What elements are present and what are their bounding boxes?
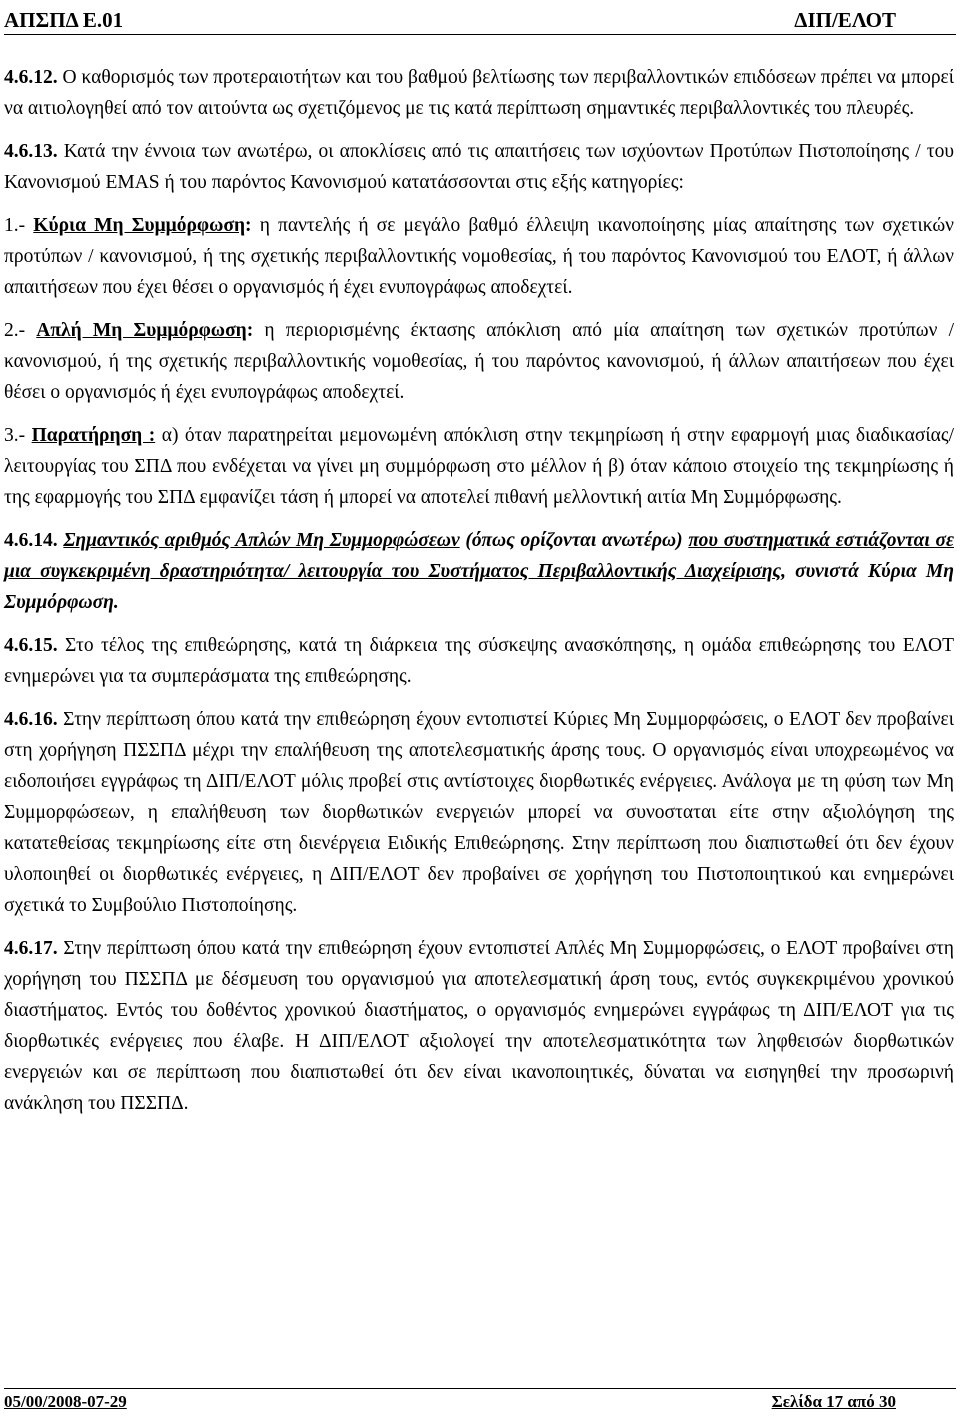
paragraph-4-6-13 bbox=[4, 136, 954, 198]
paragraph-4-6-15 bbox=[4, 630, 954, 692]
category-term: Κύρια Μη Συμμόρφωση bbox=[33, 215, 246, 236]
category-text: η περιορισμένης έκτασης απόκλιση από μία απαίτηση των σχετικών προτύπων / κανονισμού, ή της σχετικής περιβαλλοντικής νομοθεσίας, ή του παρόντος κανονισμού, ή άλλων απαιτήσεων που έχει θέσει ο οργανισμός ή έχει ενυπογράφως αποδεχτεί. bbox=[4, 320, 954, 403]
footer-version-date: 05/00/2008-07-29 bbox=[4, 1392, 127, 1411]
paragraph-text: Ο καθορισμός των προτεραιοτήτων και του βαθμού βελτίωσης των περιβαλλοντικών επιδόσεων πρέπει να μπορεί να αιτιολογηθεί από τον αιτούντα ως σχετιζόμενος με τις κατά περίπτωση σημαντικές περιβαλλοντικές του πλευρές. bbox=[4, 67, 954, 119]
paragraph-text: Κατά την έννοια των ανωτέρω, οι αποκλίσεις από τις απαιτήσεις των ισχύοντων Προτύπων Πιστοποίησης / του Κανονισμού EMAS ή του παρόντος Κανονισμού κατατάσσονται στις εξής κατηγορίες: bbox=[4, 141, 954, 193]
emphasis-underlined-2: που συστηματικά εστιάζονται σε μια συγκεκριμένη δραστηριότητα/ λειτουργία του Συστήματος Περιβαλλοντικής Διαχείρισης bbox=[4, 530, 954, 582]
emphasis-text: (όπως ορίζονται ανωτέρω) bbox=[459, 530, 689, 551]
category-number: 1.- bbox=[4, 215, 26, 236]
paragraph-text: Στο τέλος της επιθεώρησης, κατά τη διάρκεια της σύσκεψης ανασκόπησης, η ομάδα επιθεώρησης του ΕΛΟΤ ενημερώνει για τα συμπεράσματα της επιθεώρησης. bbox=[4, 635, 954, 687]
page-footer bbox=[4, 1388, 956, 1415]
category-text: α) όταν παρατηρείται μεμονωμένη απόκλιση στην τεκμηρίωση ή στην εφαρμογή μιας διαδικασίας/λειτουργίας του ΣΠΔ που ενδέχεται να γίνει μη συμμόρφωση στο μέλλον ή β) όταν κάποιο στοιχείο της τεκμηρίωσης ή της εφαρμογής του ΣΠΔ εμφανίζει τάση ή μπορεί να αποτελεί πιθανή μελλοντική αιτία Μη Συμμόρφωσης. bbox=[4, 425, 954, 508]
category-number: 2.- bbox=[4, 320, 26, 341]
paragraph-text: Στην περίπτωση όπου κατά την επιθεώρηση έχουν εντοπιστεί Κύριες Μη Συμμορφώσεις, ο ΕΛΟΤ δεν προβαίνει στη χορήγηση ΠΣΣΠΔ μέχρι την επαλήθευση της αποτελεσματικής άρσης τους. Ο οργανισμός είναι υποχρεωμένος να ειδοποιήσει εγγράφως τη ΔΙΠ/ΕΛΟΤ μόλις προβεί στις αντίστοιχες διορθωτικές ενέργειες. Ανάλογα με τη φύση των Μη Συμμορφώσεων, η επαλήθευση των διορθωτικών ενεργειών μπορεί να συνοσταται είτε στην αξιολόγηση της κατατεθείσας τεκμηρίωσης είτε στη διενέργεια Ειδικής Επιθεώρησης. Στην περίπτωση που διαπιστωθεί ότι δεν έχουν υλοποιηθεί οι διορθωτικές ενέργειες, η ΔΙΠ/ΕΛΟΤ δεν προβαίνει σε χορήγηση του Πιστοποιητικού και ενημερώνει σχετικά το Συμβούλιο Πιστοποίησης. bbox=[4, 709, 954, 916]
footer-page-number: Σελίδα 17 από 30 bbox=[771, 1392, 896, 1411]
paragraph-4-6-16 bbox=[4, 704, 954, 921]
emphasis-tail: , συνιστά Κύρια Μη Συμμόρφωση. bbox=[4, 561, 954, 613]
category-colon: : bbox=[245, 215, 252, 236]
paragraph-4-6-12 bbox=[4, 62, 954, 124]
category-number: 3.- bbox=[4, 425, 26, 446]
category-term: Παρατήρηση : bbox=[31, 425, 156, 446]
header-doc-code: ΑΠΣΠΔ Ε.01 bbox=[4, 8, 124, 32]
paragraph-text: Στην περίπτωση όπου κατά την επιθεώρηση έχουν εντοπιστεί Απλές Μη Συμμορφώσεις, ο ΕΛΟΤ προβαίνει στη χορήγηση του ΠΣΣΠΔ με δέσμευση του οργανισμού για αποτελεσματική άρση τους, εντός συγκεκριμένου χρονικού διαστήματος. Εντός του δοθέντος χρονικού διαστήματος, ο οργανισμός ενημερώνει εγγράφως τη ΔΙΠ/ΕΛΟΤ για τις διορθωτικές ενέργειες που έλαβε. Η ΔΙΠ/ΕΛΟΤ αξιολογεί την αποτελεσματικότητα των ληφθεισών διορθωτικών ενεργειών και σε περίπτωση που διαπιστωθεί ότι δεν είναι ικανοποιητικές, δύναται να εισηγηθεί την προσωρινή ανάκληση του ΠΣΣΠΔ. bbox=[4, 938, 954, 1114]
section-number: 4.6.16. bbox=[4, 709, 58, 730]
paragraph-4-6-14 bbox=[4, 525, 954, 618]
category-observation bbox=[4, 420, 954, 513]
category-text: η παντελής ή σε μεγάλο βαθμό έλλειψη ικανοποίησης μίας απαίτησης των σχετικών προτύπων / κανονισμού, ή της σχετικής περιβαλλοντικής νομοθεσίας, ή του παρόντος Κανονισμού του ΕΛΟΤ, ή άλλων απαιτήσεων που έχει θέσει ο οργανισμός ή έχει ενυπογράφως αποδεχτεί. bbox=[4, 215, 955, 298]
paragraph-4-6-17 bbox=[4, 933, 954, 1119]
emphasis-underlined: Σημαντικός αριθμός Απλών Μη Συμμορφώσεων bbox=[63, 530, 460, 551]
category-minor-nonconformity bbox=[4, 315, 954, 408]
section-number: 4.6.17. bbox=[4, 938, 58, 959]
header-department: ΔΙΠ/ΕΛΟΤ bbox=[794, 8, 896, 32]
category-colon: : bbox=[246, 320, 254, 341]
category-major-nonconformity bbox=[4, 210, 954, 303]
section-number: 4.6.15. bbox=[4, 635, 58, 656]
document-body bbox=[4, 62, 954, 1131]
page-header bbox=[4, 4, 956, 35]
category-term: Απλή Μη Συμμόρφωση bbox=[36, 320, 247, 341]
section-number: 4.6.13. bbox=[4, 141, 58, 162]
section-number: 4.6.14. bbox=[4, 530, 58, 551]
section-number: 4.6.12. bbox=[4, 67, 58, 88]
